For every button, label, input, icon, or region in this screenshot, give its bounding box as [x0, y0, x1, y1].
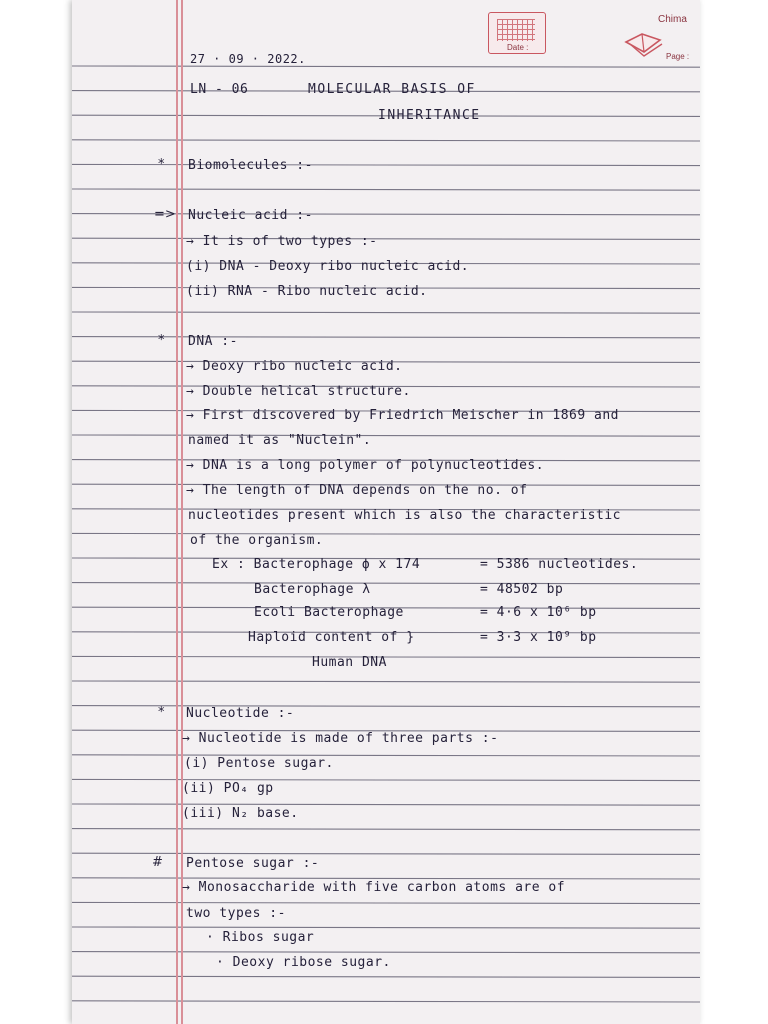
note-line-ex-2-right: = 48502 bp [480, 582, 564, 597]
badge-date-label: Date : [507, 43, 529, 52]
ruled-line [72, 681, 700, 682]
note-line-nt-4: (iii) N₂ base. [182, 806, 299, 821]
ruled-line [72, 706, 700, 707]
note-line-dna-4: named it as "Nuclein". [188, 433, 372, 448]
note-line-na-3: (ii) RNA - Ribo nucleic acid. [186, 284, 428, 299]
badge-brand: Chima [658, 14, 687, 25]
ruled-line [72, 583, 700, 584]
note-line-ex-3-right: = 4·6 x 10⁶ bp [480, 605, 597, 620]
ruled-line [72, 533, 700, 534]
note-line-nt-3: (ii) PO₄ gp [182, 781, 274, 796]
note-line-title-2: INHERITANCE [378, 108, 481, 123]
note-line-ps-2: two types :- [186, 906, 286, 921]
note-line-dna-6: → The length of DNA depends on the no. of [186, 483, 528, 498]
note-line-pentose-head: Pentose sugar :- [186, 856, 320, 871]
note-line-dna-7: nucleotides present which is also the characteristic [188, 508, 621, 523]
ruled-line [72, 829, 700, 830]
bullet-symbol: => [154, 207, 176, 222]
ruled-line [72, 1001, 700, 1002]
note-line-dna-8: of the organism. [190, 533, 324, 548]
ruled-line [72, 140, 700, 141]
bullet-symbol: * [158, 705, 165, 720]
ruled-line [72, 779, 700, 780]
ruled-line [72, 804, 700, 805]
note-line-dna-head: DNA :- [188, 334, 238, 349]
ruled-line [72, 435, 700, 436]
margin-line-outer [176, 0, 178, 1024]
note-line-ex-1-right: = 5386 nucleotides. [480, 557, 639, 572]
ruled-line [72, 337, 700, 338]
ruled-line [72, 976, 700, 977]
note-line-ps-1: → Monosaccharide with five carbon atoms are of [182, 880, 566, 895]
note-line-nt-1: → Nucleotide is made of three parts :- [182, 731, 499, 746]
ruled-line [72, 312, 700, 313]
ruled-line [72, 878, 700, 879]
ruled-line [72, 927, 700, 928]
note-line-dna-1: → Deoxy ribo nucleic acid. [186, 359, 403, 374]
ruled-line [72, 853, 700, 854]
note-date: 27 · 09 · 2022. [190, 52, 306, 66]
ruled-line [72, 952, 700, 953]
ruled-line [72, 189, 700, 190]
note-line-nt-2: (i) Pentose sugar. [184, 756, 334, 771]
bullet-symbol: * [158, 157, 165, 172]
note-line-dna-3: → First discovered by Friedrich Meischer in 1869 and [186, 408, 619, 423]
badge-page-label: Page : [666, 52, 690, 61]
ruled-line [72, 755, 700, 756]
bullet-symbol: * [158, 333, 165, 348]
note-line-dna-5: → DNA is a long polymer of polynucleotides. [186, 458, 545, 473]
note-line-ps-3: · Ribos sugar [206, 930, 315, 945]
notebook-brand-badge [484, 12, 700, 64]
date-box [488, 12, 546, 54]
note-line-ex-4-left: Haploid content of } [248, 630, 415, 645]
note-line-na-1: → It is of two types :- [186, 234, 378, 249]
note-line-dna-2: → Double helical structure. [186, 384, 411, 399]
notebook-page [72, 0, 700, 1024]
margin-line-inner [181, 0, 183, 1024]
note-line-na-2: (i) DNA - Deoxy ribo nucleic acid. [186, 259, 470, 274]
open-book-icon [624, 28, 664, 58]
ruled-line [72, 164, 700, 165]
note-line-ex-5-left: Human DNA [312, 655, 387, 670]
note-line-ex-1-left: Ex : Bacterophage ϕ x 174 [212, 557, 421, 572]
note-line-ps-4: · Deoxy ribose sugar. [216, 955, 391, 970]
note-line-ex-3-left: Ecoli Bacterophage [254, 605, 404, 620]
note-line-ex-4-right: = 3·3 x 10⁹ bp [480, 630, 597, 645]
note-line-ex-2-left: Bacterophage λ [254, 582, 371, 597]
ruled-line [72, 238, 700, 239]
calendar-icon [497, 19, 535, 41]
note-line-title-1: MOLECULAR BASIS OF [308, 82, 476, 97]
ruled-line [72, 902, 700, 903]
note-line-nucleic-acid: Nucleic acid :- [188, 208, 313, 223]
note-line-biomolecules: Biomolecules :- [188, 158, 313, 173]
bullet-symbol: # [152, 855, 163, 870]
note-line-ln-code: LN - 06 [190, 82, 249, 97]
note-line-nucleotide-head: Nucleotide :- [186, 706, 295, 721]
ruled-line [72, 66, 700, 67]
